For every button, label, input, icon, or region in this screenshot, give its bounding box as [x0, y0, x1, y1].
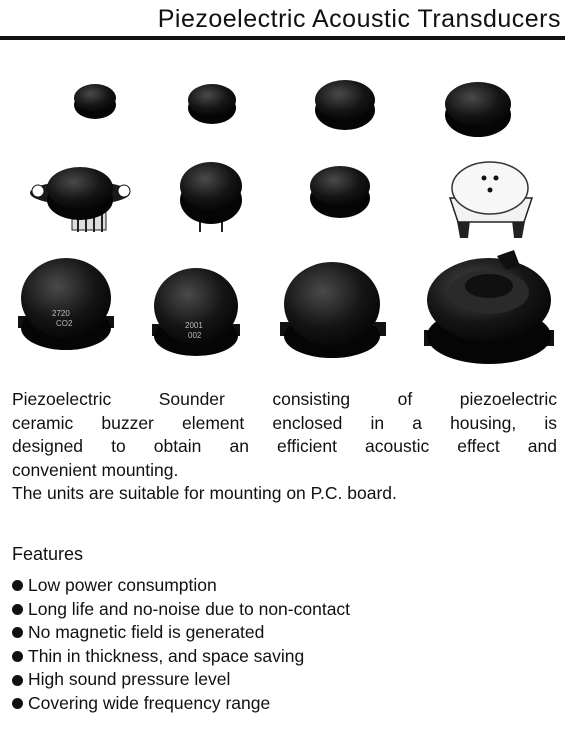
bullet-icon	[12, 604, 23, 615]
features-list	[12, 574, 552, 716]
page-title: Piezoelectric Acoustic Transducers	[157, 5, 561, 33]
description	[12, 388, 557, 506]
description-line: Piezoelectric Sounder consisting of piezoelectric	[12, 389, 557, 409]
bullet-icon	[12, 675, 23, 686]
buzzer-flanged-with-pins	[30, 167, 130, 232]
feature-text: Covering wide frequency range	[28, 692, 271, 713]
part-marking-4: 002	[188, 331, 202, 340]
buzzer-row3-1	[18, 258, 114, 350]
buzzer-row2-2	[180, 162, 242, 232]
part-marking-2: CO2	[56, 319, 73, 328]
feature-item	[12, 598, 552, 622]
buzzer-row3-3	[280, 262, 386, 358]
buzzer-row1-1	[74, 84, 116, 119]
product-photo-svg	[0, 60, 583, 380]
feature-text: High sound pressure level	[28, 669, 231, 690]
part-marking-3: 2001	[185, 321, 203, 330]
feature-text: Thin in thickness, and space saving	[28, 645, 305, 666]
feature-item	[12, 621, 552, 645]
product-photo	[0, 60, 583, 380]
bullet-icon	[12, 698, 23, 709]
buzzer-row1-4	[445, 82, 511, 137]
feature-item	[12, 645, 552, 669]
buzzer-row2-3	[310, 166, 370, 218]
feature-text: Low power consumption	[28, 575, 217, 595]
buzzer-row1-3	[315, 80, 375, 130]
bullet-icon	[12, 651, 23, 662]
title-rule	[0, 36, 565, 40]
buzzer-row3-4	[424, 250, 554, 364]
feature-item	[12, 692, 552, 716]
features-heading: Features	[12, 544, 84, 564]
bullet-icon	[12, 580, 23, 591]
buzzer-white-housing	[450, 162, 532, 238]
feature-text: Long life and no-noise due to non-contact	[28, 598, 351, 619]
mounting-note: The units are suitable for mounting on P.C. board.	[12, 483, 397, 503]
buzzer-row1-2	[188, 84, 236, 124]
buzzer-row3-2	[152, 268, 240, 356]
feature-item	[12, 668, 552, 692]
description-line: convenient mounting.	[12, 459, 179, 480]
part-marking-1: 2720	[52, 309, 70, 318]
description-line: ceramic buzzer element enclosed in a housing, is	[12, 412, 557, 433]
feature-item	[12, 574, 552, 598]
feature-text: No magnetic field is generated	[28, 622, 265, 643]
description-line: designed to obtain an efficient acoustic effect and	[12, 436, 557, 456]
bullet-icon	[12, 627, 23, 638]
